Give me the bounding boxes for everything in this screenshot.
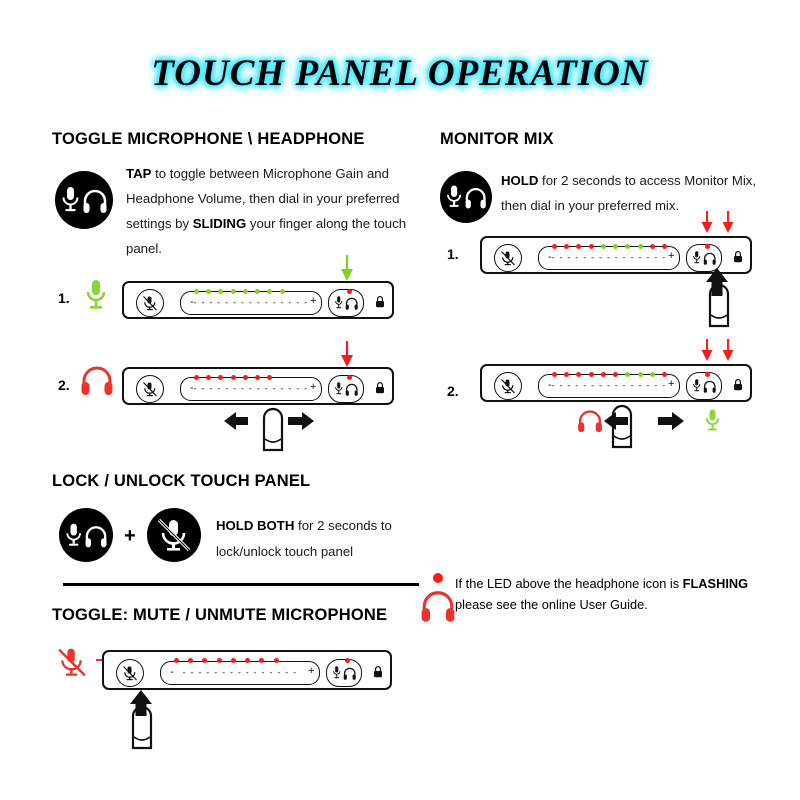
- slider-track-dashes: - - - - - - - - - - - - - - -: [551, 252, 667, 263]
- finger-tap-icon: [258, 392, 288, 452]
- microphone-muted-icon: [154, 516, 194, 554]
- led-indicator: [194, 375, 199, 380]
- headphone-icon-red: [80, 366, 114, 396]
- led-indicator: [274, 658, 279, 663]
- lock-icon: [733, 378, 743, 391]
- emphasis-text: HOLD: [501, 173, 539, 188]
- body-text: If the LED above the headphone icon is: [455, 576, 683, 591]
- led-indicator-flashing: [433, 573, 443, 583]
- led-indicator: [231, 375, 236, 380]
- microphone-muted-icon: [140, 380, 160, 399]
- led-indicator: [217, 658, 222, 663]
- mute-button[interactable]: [116, 659, 144, 687]
- emphasis-text: HOLD BOTH: [216, 518, 295, 533]
- mic-headphone-icon: [444, 182, 488, 212]
- lock-icon: [375, 295, 385, 308]
- led-indicator: [231, 289, 236, 294]
- microphone-icon-green-small: [703, 408, 722, 433]
- led-indicator-headphone: [347, 375, 352, 380]
- slider-plus-label: +: [310, 295, 317, 307]
- mic-headphone-toggle-button[interactable]: [686, 372, 722, 400]
- mic-headphone-icon: [691, 377, 717, 395]
- headphone-icon-red-note: [420, 590, 456, 622]
- led-indicator-headphone: [705, 244, 710, 249]
- mic-headphone-toggle-button[interactable]: [328, 375, 364, 403]
- slider-track-dashes: - - - - - - - - - - - - - - -: [182, 667, 298, 678]
- slider-minus-label: -: [548, 379, 552, 391]
- arrow-up-icon: [130, 690, 153, 717]
- step-number-1-left: 1.: [58, 290, 70, 306]
- microphone-muted-icon: [140, 294, 160, 313]
- mic-headphone-badge-3: [59, 508, 113, 562]
- mic-headphone-toggle-button[interactable]: [328, 289, 364, 317]
- title-container: [0, 52, 800, 95]
- mic-headphone-icon: [331, 664, 357, 682]
- led-indicator: [638, 244, 643, 249]
- slider-plus-label: +: [308, 665, 315, 677]
- lock-icon: [373, 665, 383, 678]
- arrow-down-icon: [340, 341, 354, 368]
- led-indicator: [174, 658, 179, 663]
- mute-button[interactable]: [494, 244, 522, 272]
- emphasis-text: FLASHING: [682, 576, 749, 591]
- mic-muted-badge: [147, 508, 201, 562]
- led-indicator: [662, 372, 667, 377]
- arrow-down-icon: [340, 255, 354, 282]
- led-indicator: [552, 244, 557, 249]
- slider-plus-label: +: [310, 381, 317, 393]
- mic-headphone-icon: [691, 249, 717, 267]
- mic-headphone-icon: [333, 294, 359, 312]
- led-indicator: [243, 375, 248, 380]
- microphone-muted-icon-red: [52, 645, 92, 680]
- heading-lock-unlock: LOCK / UNLOCK TOUCH PANEL: [52, 472, 311, 490]
- mic-headphone-badge: [55, 171, 113, 229]
- lock-icon: [375, 381, 385, 394]
- mute-button[interactable]: [136, 375, 164, 403]
- arrow-down-icon: [700, 339, 714, 362]
- slider-plus-label: +: [668, 378, 675, 390]
- led-indicator: [243, 289, 248, 294]
- arrow-down-icon: [721, 339, 735, 362]
- paragraph-toggle-mic-headphone: [126, 161, 411, 261]
- body-text: please see the online User Guide.: [455, 597, 648, 612]
- slider-track-dashes: - - - - - - - - - - - - - - -: [193, 383, 309, 394]
- mute-button[interactable]: [494, 372, 522, 400]
- slider-minus-label: -: [190, 382, 194, 394]
- mic-headphone-icon: [63, 520, 109, 551]
- device-bar-mute[interactable]: [102, 650, 392, 690]
- slider-minus-label: -: [548, 251, 552, 263]
- arrow-up-icon: [706, 268, 729, 297]
- body-text: your finger along the touch panel.: [126, 216, 407, 256]
- heading-toggle-mic-headphone: TOGGLE MICROPHONE \ HEADPHONE: [52, 130, 365, 148]
- slider-track-dashes: - - - - - - - - - - - - - - -: [193, 297, 309, 308]
- plus-sign: +: [124, 525, 136, 547]
- led-indicator: [589, 372, 594, 377]
- slider-minus-label: -: [190, 296, 194, 308]
- arrow-down-icon: [700, 211, 714, 234]
- slider-minus-label: -: [170, 666, 174, 678]
- headphone-icon-red-small: [577, 410, 603, 433]
- step-number-2-left: 2.: [58, 377, 70, 393]
- mic-headphone-icon: [59, 183, 109, 217]
- lock-icon: [733, 250, 743, 263]
- led-indicator-headphone: [345, 658, 350, 663]
- arrow-left-icon: [604, 412, 630, 431]
- mute-button[interactable]: [136, 289, 164, 317]
- led-indicator: [662, 244, 667, 249]
- mic-headphone-toggle-button[interactable]: [326, 659, 362, 687]
- touch-slider[interactable]: [180, 377, 322, 401]
- led-indicator: [601, 244, 606, 249]
- body-text: for 2 seconds to access Monitor Mix, then dial in your preferred mix.: [501, 173, 757, 213]
- led-indicator: [650, 244, 655, 249]
- arrow-left-icon: [224, 412, 250, 431]
- led-indicator: [589, 244, 594, 249]
- page-title: TOUCH PANEL OPERATION: [151, 53, 649, 94]
- mic-headphone-icon: [333, 380, 359, 398]
- led-note-text: [455, 573, 755, 615]
- touch-slider[interactable]: [160, 661, 320, 685]
- microphone-muted-icon: [498, 377, 518, 396]
- led-indicator-headphone: [347, 289, 352, 294]
- heading-mute-unmute: TOGGLE: MUTE / UNMUTE MICROPHONE: [52, 606, 388, 624]
- touch-slider[interactable]: [180, 291, 322, 315]
- arrow-down-icon: [721, 211, 735, 234]
- lock-icon-wrap: [375, 295, 385, 313]
- section-divider: [63, 583, 419, 586]
- step-number-2-right: 2.: [447, 383, 459, 399]
- emphasis-text: TAP: [126, 166, 152, 181]
- lock-icon-wrap: [733, 250, 743, 268]
- step-number-1-right: 1.: [447, 246, 459, 262]
- body-text: for 2 seconds to lock/unlock touch panel: [216, 518, 392, 559]
- led-indicator: [231, 658, 236, 663]
- device-bar-mic-gain[interactable]: [122, 281, 394, 319]
- microphone-muted-icon: [120, 664, 140, 683]
- touch-slider[interactable]: [538, 246, 680, 270]
- slider-track-dashes: - - - - - - - - - - - - - - -: [551, 380, 667, 391]
- arrow-right-icon: [288, 412, 315, 431]
- lock-icon-wrap: [733, 378, 743, 396]
- lock-icon-wrap: [375, 381, 385, 399]
- arrow-right-icon: [658, 412, 685, 431]
- led-indicator: [638, 372, 643, 377]
- led-indicator: [194, 289, 199, 294]
- heading-monitor-mix: MONITOR MIX: [440, 130, 554, 148]
- led-indicator: [601, 372, 606, 377]
- lock-icon-wrap: [373, 665, 383, 683]
- microphone-icon-green: [83, 278, 109, 312]
- slider-plus-label: +: [668, 250, 675, 262]
- led-indicator: [280, 289, 285, 294]
- microphone-muted-icon: [498, 249, 518, 268]
- led-indicator: [650, 372, 655, 377]
- emphasis-text: SLIDING: [192, 216, 247, 231]
- paragraph-lock-unlock: [216, 513, 446, 565]
- mic-headphone-badge-2: [440, 171, 492, 223]
- body-text: to toggle between Microphone Gain and Headphone Volume, then dial in your preferred settings by: [126, 166, 400, 231]
- led-indicator: [552, 372, 557, 377]
- led-indicator-headphone: [705, 372, 710, 377]
